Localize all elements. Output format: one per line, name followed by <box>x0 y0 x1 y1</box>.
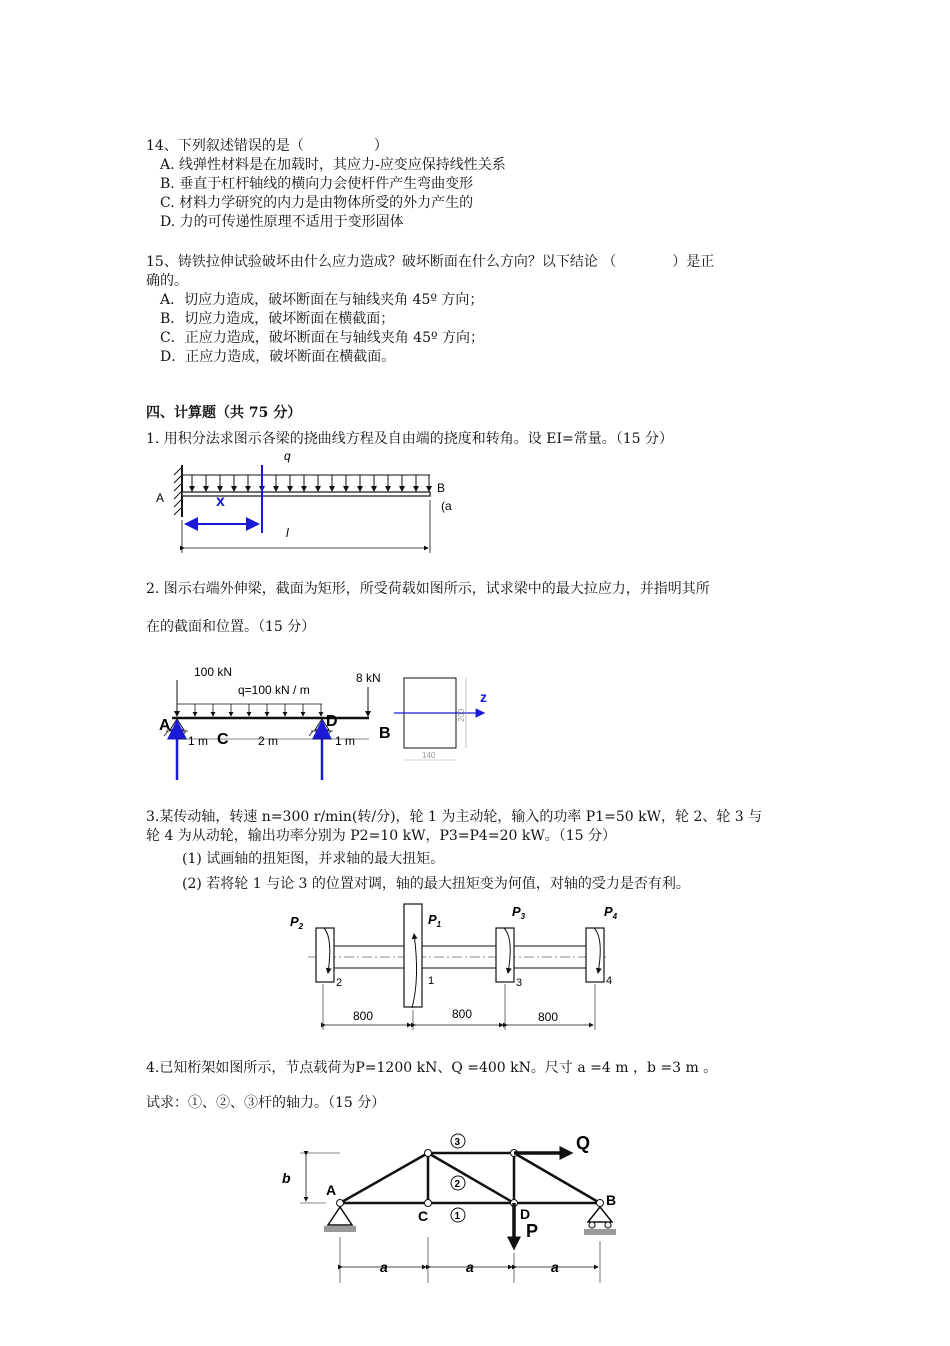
point-d-label: D <box>326 713 338 730</box>
member-1-label: 1 <box>454 1211 461 1222</box>
dimension-800-2: 800 <box>452 1007 473 1021</box>
fig1-cantilever-diagram <box>150 445 460 565</box>
a-label-2: a <box>466 1259 474 1275</box>
load-100kn-label: 100 kN <box>194 665 233 679</box>
load-p-label: P <box>526 1221 539 1241</box>
member-3-label: 3 <box>454 1137 461 1148</box>
l-label: l <box>286 526 289 540</box>
node-b-label: B <box>606 1192 617 1208</box>
ground-a <box>324 1226 356 1232</box>
q15-stem-line1: 15、铸铁拉伸试验破坏由什么应力造成？破坏断面在什么方向？以下结论 （ ）是正 <box>146 254 715 270</box>
node-c-label: C <box>418 1208 429 1224</box>
wheel-1 <box>404 904 422 1007</box>
p2-line2: 在的截面和位置。（15 分） <box>146 619 316 635</box>
member-2-label: 2 <box>454 1179 461 1190</box>
q14-option-b: B. 垂直于杠杆轴线的横向力会使杆件产生弯曲变形 <box>160 176 474 192</box>
figure-tag-label: (a <box>441 499 452 513</box>
point-c-label: C <box>217 731 229 748</box>
p4-line2: 试求：①、②、③杆的轴力。（15 分） <box>146 1095 386 1111</box>
p3-label: $P_3$ <box>512 904 526 921</box>
z-axis-label: z <box>480 689 487 705</box>
support-b <box>588 1207 612 1222</box>
dimension-1m-left: 1 m <box>188 734 209 748</box>
q14-option-c: C. 材料力学研究的内力是由物体所受的外力产生的 <box>160 195 474 211</box>
height-dimension: 200 <box>457 708 466 722</box>
q15-option-a: A．切应力造成，破坏断面在与轴线夹角 45º 方向； <box>160 292 484 308</box>
b-label: b <box>282 1170 291 1186</box>
q14-option-d: D. 力的可传递性原理不适用于变形固体 <box>160 214 404 230</box>
q15-option-b: B．切应力造成，破坏断面在横截面； <box>160 311 395 327</box>
p1-label: $P_1$ <box>428 912 442 929</box>
node-d-label: D <box>520 1206 531 1222</box>
load-q-label: Q <box>576 1133 591 1153</box>
fig4-truss-diagram <box>270 1125 630 1290</box>
point-a-label: A <box>159 717 171 734</box>
q14-option-a: A. 线弹性材料是在加载时，其应力-应变应保持线性关系 <box>160 157 506 173</box>
p4-line1: 4.已知桁架如图所示，节点载荷为P=1200 kN、Q =400 kN。尺寸 a =4 m ，b =3 m 。 <box>146 1060 718 1076</box>
point-b-label: B <box>379 725 391 742</box>
wheel-3 <box>496 928 514 982</box>
a-label-1: a <box>380 1259 388 1275</box>
p4-label: $P_4$ <box>604 904 618 921</box>
node-a-label: A <box>326 1182 337 1198</box>
fig3-shaft-diagram <box>288 898 628 1033</box>
p3-sub1: (1) 试画轴的扭矩图，并求轴的最大扭矩。 <box>182 851 445 867</box>
dimension-800-1: 800 <box>353 1009 374 1023</box>
ground-b <box>584 1229 616 1235</box>
point-a-label: A <box>156 491 165 505</box>
a-label-3: a <box>551 1259 559 1275</box>
wheel-2-number: 2 <box>336 977 343 989</box>
p2-line1: 2. 图示右端外伸梁，截面为矩形，所受荷载如图所示，试求梁中的最大拉应力，并指明其所 <box>146 581 710 597</box>
q15-option-c: C．正应力造成，破坏断面在与轴线夹角 45º 方向； <box>160 330 485 346</box>
distributed-load-arrows <box>192 475 429 491</box>
q-label: q <box>284 449 291 463</box>
truss-members <box>340 1153 600 1203</box>
dimension-2m: 2 m <box>258 734 279 748</box>
distributed-load-label: q=100 kN / m <box>238 683 310 697</box>
point-b-label: B <box>437 481 446 495</box>
wheel-4 <box>586 928 604 982</box>
q15-option-d: D．正应力造成，破坏断面在横截面。 <box>160 349 396 365</box>
fig2-overhang-beam-diagram <box>150 660 510 785</box>
p2-label: $P_2$ <box>290 914 304 931</box>
q15-stem-line2: 确的。 <box>146 273 188 289</box>
q14-stem: 14、下列叙述错误的是（ ） <box>146 138 388 154</box>
section-heading: 四、计算题（共 75 分） <box>146 405 302 421</box>
dimension-1m-right: 1 m <box>335 734 356 748</box>
wheel-3-number: 3 <box>516 977 523 989</box>
dimension-800-3: 800 <box>538 1010 559 1024</box>
support-a <box>328 1207 352 1225</box>
wheel-4-number: 4 <box>606 975 613 987</box>
wheel-2 <box>316 928 334 982</box>
p3-line2: 轮 4 为从动轮，输出功率分别为 P2=10 kW，P3=P4=20 kW。（15 分） <box>146 828 616 844</box>
load-8kn-label: 8 kN <box>356 671 381 685</box>
x-label: x <box>216 493 225 510</box>
p3-line1: 3.某传动轴，转速 n=300 r/min(转/分)，轮 1 为主动轮，输入的功率 P1=50 kW，轮 2、轮 3 与 <box>146 809 763 825</box>
width-dimension: 140 <box>422 751 436 760</box>
p3-sub2: (2) 若将轮 1 与论 3 的位置对调，轴的最大扭矩变为何值，对轴的受力是否有利。 <box>182 876 690 892</box>
p1-text: 1. 用积分法求图示各梁的挠曲线方程及自由端的挠度和转角。设 EI=常量。（15 分） <box>146 431 674 447</box>
wheel-1-number: 1 <box>428 975 435 987</box>
